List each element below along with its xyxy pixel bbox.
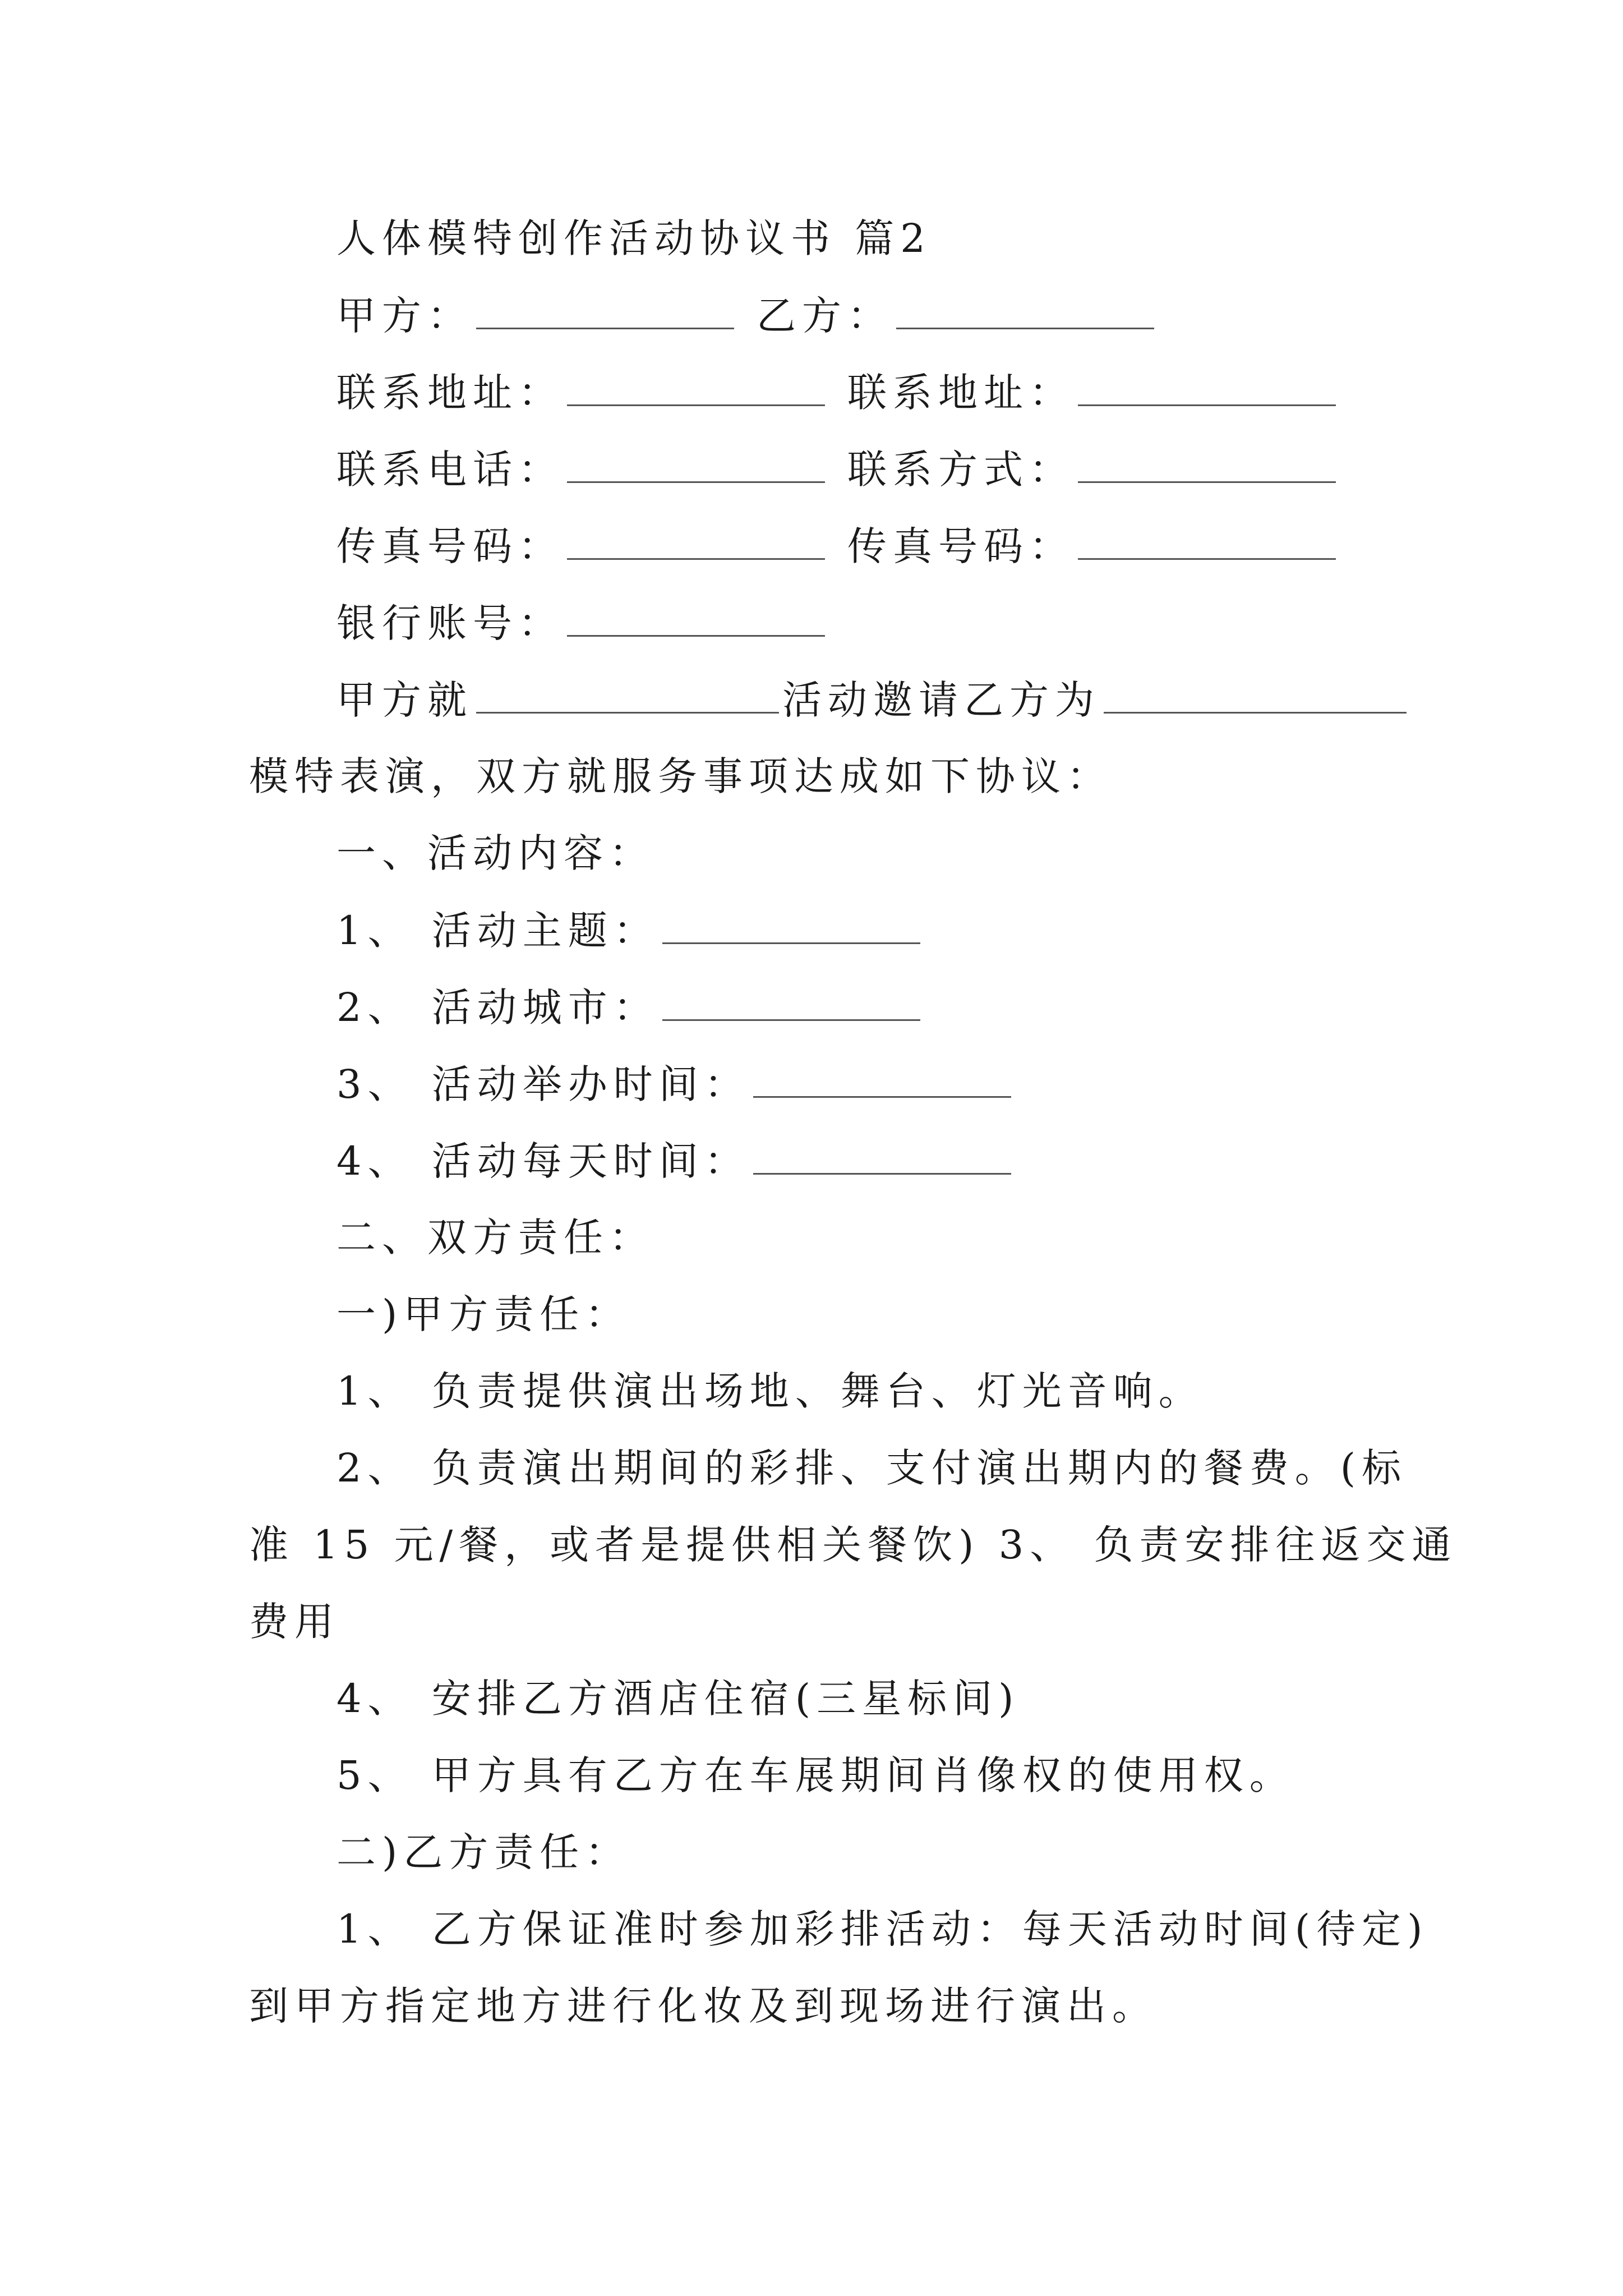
address-a-label: 联系地址： [336,370,564,416]
contact-b-label: 联系方式： [847,447,1075,493]
party-b-duties-title: 二)乙方责任： [336,1829,631,1875]
party-b-duty-1-line-1: 1、 乙方保证准时参加彩排活动：每天活动时间(待定) [336,1906,1429,1952]
fax-b-label: 传真号码： [847,523,1075,569]
section-1-title: 一、活动内容： [336,830,654,876]
party-a-label: 甲方： [336,293,473,339]
address-a-blank [567,370,825,406]
bank-label: 银行账号： [336,600,564,646]
activity-city-blank [662,984,920,1021]
activity-theme-blank [662,908,920,944]
fax-a-label: 传真号码： [336,523,564,569]
party-a-duty-2-line-1: 2、 负责演出期间的彩排、支付演出期内的餐费。(标 [336,1445,1408,1491]
party-a-duty-4: 4、 安排乙方酒店住宿(三星标间) [336,1676,1020,1722]
phone-a-label: 联系电话： [336,447,564,493]
party-a-duty-5: 5、 甲方具有乙方在车展期间肖像权的使用权。 [336,1752,1295,1798]
party-b-duty-1-line-2: 到甲方指定地方进行化妆及到现场进行演出。 [249,1983,1158,2029]
party-b-blank [896,293,1154,329]
party-a-duty-2-line-3: 费用 [249,1599,340,1645]
section-2-title: 二、双方责任： [336,1214,654,1260]
party-b-label: 乙方： [757,293,893,339]
activity-name-blank [476,677,779,714]
intro-line-2: 模特表演，双方就服务事项达成如下协议： [249,753,1112,799]
document-title: 人体模特创作活动协议书 篇2 [336,215,932,261]
fax-b-blank [1078,523,1336,560]
activity-date-blank [753,1061,1011,1098]
phone-row [336,447,1339,492]
item-activity-theme: 1、 活动主题： [336,908,924,953]
address-b-label: 联系地址： [847,370,1075,416]
party-row [336,293,1158,338]
party-a-duties-title: 一)甲方责任： [336,1291,631,1337]
fax-a-blank [567,523,825,560]
party-a-duty-2-line-2: 准 15 元/餐，或者是提供相关餐饮) 3、 负责安排往返交通 [249,1522,1458,1568]
fax-row [336,523,1339,569]
party-a-duty-1: 1、 负责提供演出场地、舞台、灯光音响。 [336,1368,1204,1414]
address-b-blank [1078,370,1336,406]
activity-daily-time-blank [753,1138,1011,1175]
party-a-blank [476,293,734,329]
model-role-blank [1104,677,1407,714]
phone-a-blank [567,447,825,483]
bank-blank [567,600,825,637]
item-activity-daily-time: 4、 活动每天时间： [336,1138,1015,1184]
item-activity-city: 2、 活动城市： [336,984,924,1030]
intro-line-1: 甲方就 活动邀请乙方为 [336,677,1410,723]
item-activity-date: 3、 活动举办时间： [336,1061,1015,1107]
address-row [336,370,1339,415]
bank-row [336,600,828,646]
contact-b-blank [1078,447,1336,483]
